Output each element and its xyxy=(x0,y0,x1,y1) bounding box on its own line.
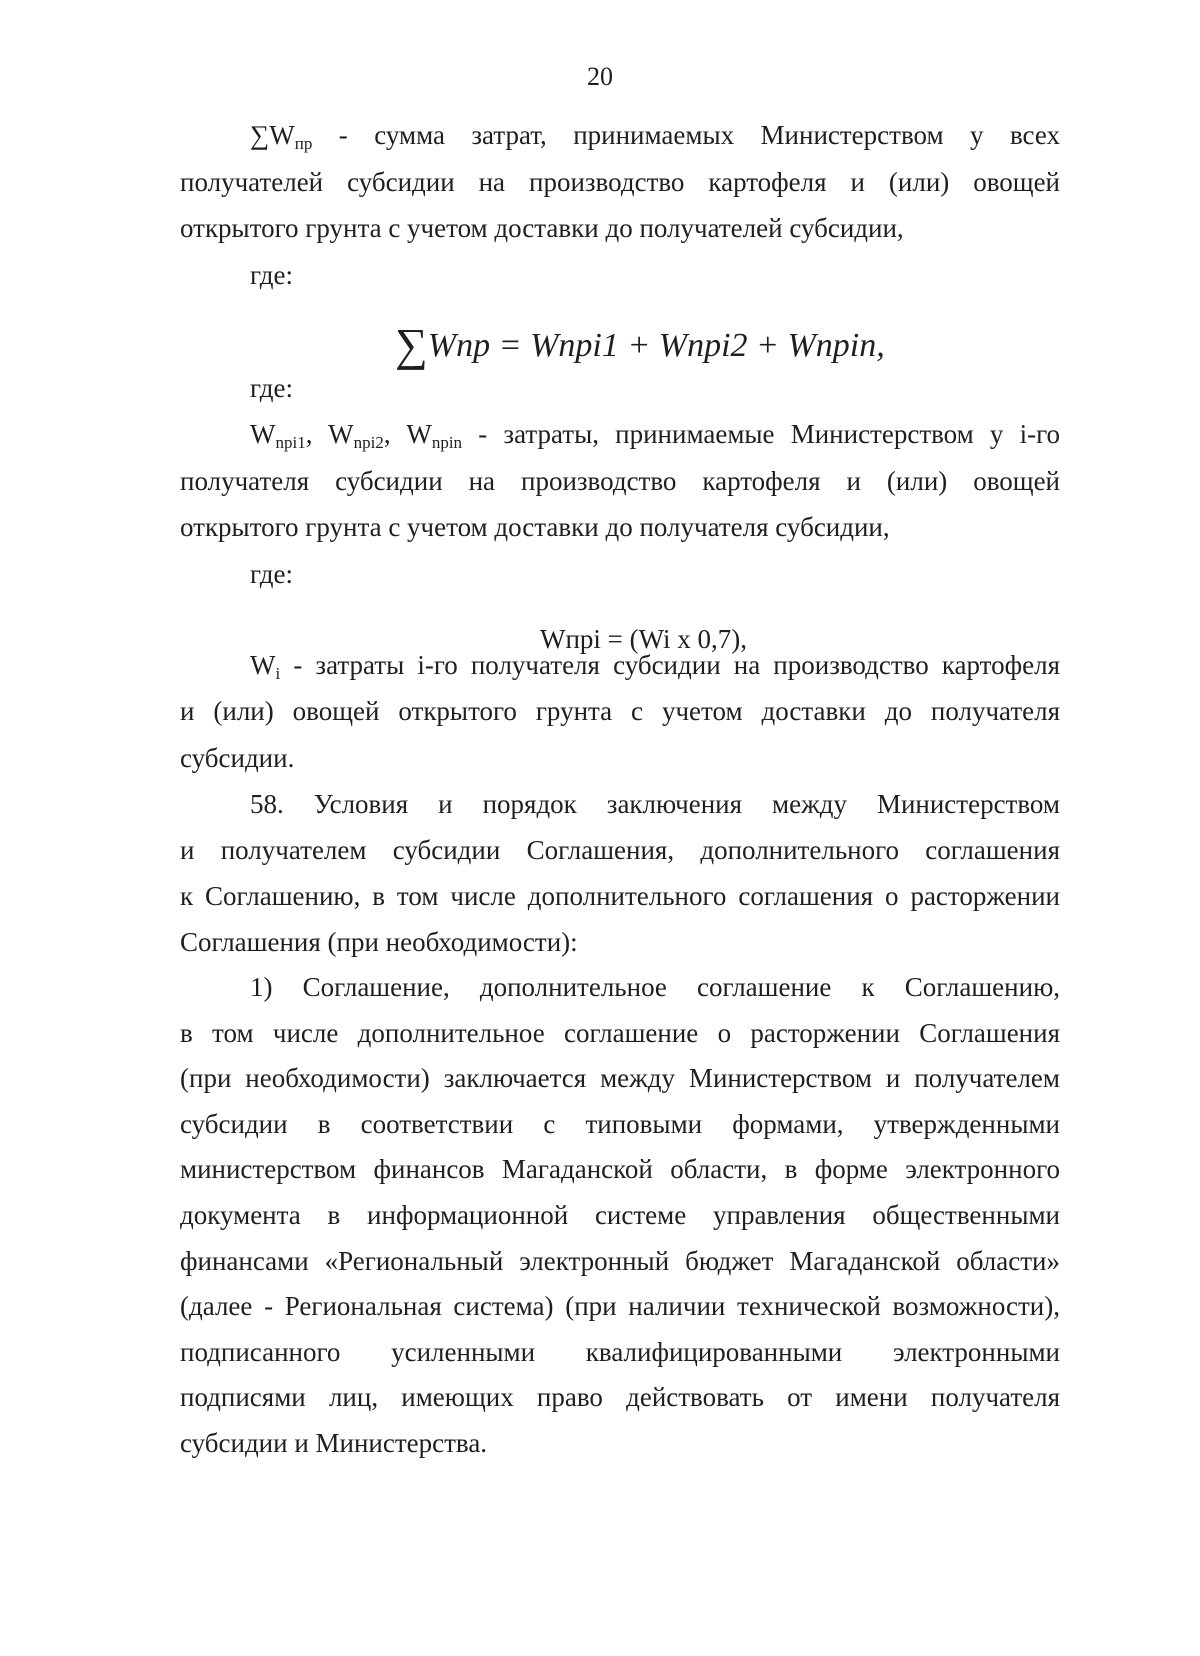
paragraph-line: 58. Условия и порядок заключения между Министерством xyxy=(250,789,1060,819)
subscript: пр xyxy=(294,134,313,153)
paragraph-line: $W_i$ - затраты i-го получателя субсидии на производство картофеля xyxy=(250,650,1060,683)
label-gde: где: xyxy=(250,260,293,290)
paragraph-line: подписанного усиленными квалифицированными электронными xyxy=(180,1337,1060,1367)
paragraph-line: получателя субсидии на производство картофеля и (или) овощей xyxy=(180,466,1060,496)
paragraph-line: и (или) овощей открытого грунта с учетом доставки до получателя xyxy=(180,696,1060,726)
paragraph-line: к Соглашению, в том числе дополнительного соглашения о расторжении xyxy=(180,881,1060,911)
paragraph-line: субсидии и Министерства. xyxy=(180,1428,488,1458)
paragraph-line: в том числе дополнительное соглашение о расторжении Соглашения xyxy=(180,1018,1060,1048)
label-gde: где: xyxy=(250,373,293,403)
paragraph-line: подписями лиц, имеющих право действовать от имени получателя xyxy=(180,1382,1060,1412)
formula-wnpi: Wпpi = (Wi x 0,7), xyxy=(540,624,748,654)
formula-sum xyxy=(395,318,885,371)
paragraph-line: финансами «Региональный электронный бюджет Магаданской области» xyxy=(180,1246,1060,1276)
paragraph-line: Соглашения (при необходимости): xyxy=(180,927,578,957)
paragraph-line: (далее - Региональная система) (при наличии технической возможности), xyxy=(180,1291,1060,1321)
paragraph-line: субсидии в соответствии с типовыми формами, утвержденными xyxy=(180,1109,1060,1139)
sum-symbol: ∑W xyxy=(250,120,295,150)
label-gde: где: xyxy=(250,559,293,589)
paragraph-line: открытого грунта с учетом доставки до получателя субсидии, xyxy=(180,512,890,542)
paragraph-line: $\sum W_{пр}$ - сумма затрат, принимаемых Министерством у всех xyxy=(250,120,1060,153)
paragraph-line: министерством финансов Магаданской области, в форме электронного xyxy=(180,1154,1060,1184)
paragraph-line: документа в информационной системе управления общественными xyxy=(180,1200,1060,1230)
paragraph-line: открытого грунта с учетом доставки до получателей субсидии, xyxy=(180,213,904,243)
page-number: 20 xyxy=(587,62,613,91)
paragraph-line: и получателем субсидии Соглашения, дополнительного соглашения xyxy=(180,835,1060,865)
sigma-symbol: ∑ xyxy=(395,319,428,370)
paragraph-line: получателей субсидии на производство картофеля и (или) овощей xyxy=(180,167,1060,197)
paragraph-line: субсидии. xyxy=(180,743,295,773)
paragraph-line: (при необходимости) заключается между Министерством и получателем xyxy=(180,1063,1060,1093)
paragraph-line: $W_{npi1}$, $W_{npi2}$, $W_{npin}$ - затраты, принимаемые Министерством у i-го xyxy=(250,419,1061,452)
formula-expression: Wnp = Wnpi1 + Wnpi2 + Wnpin, xyxy=(427,327,885,364)
paragraph-line: 1) Соглашение, дополнительное соглашение к Соглашению, xyxy=(250,972,1060,1002)
